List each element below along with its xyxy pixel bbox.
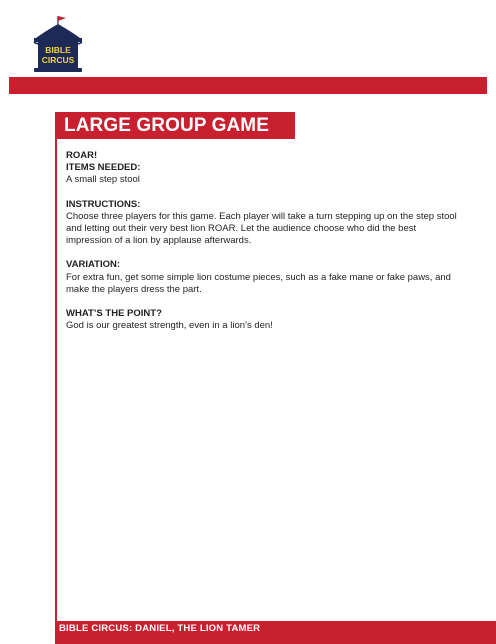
- logo-line-2: CIRCUS: [41, 55, 75, 65]
- game-content: [66, 150, 461, 344]
- game-name: ROAR!: [66, 150, 98, 161]
- section-body: Choose three players for this game. Each player will take a turn stepping up on the step stool and letting out their very best lion ROAR. Let the audience choose who did the best impression of a lion by applause afterwards.: [66, 210, 457, 247]
- section-heading: VARIATION:: [66, 259, 121, 271]
- items-needed-section: [66, 162, 461, 186]
- section-heading: ITEMS NEEDED:: [66, 162, 141, 174]
- section-body: For extra fun, get some simple lion costume pieces, such as a fake mane or fake paws, and make the players dress the part.: [66, 271, 451, 295]
- section-body: A small step stool: [66, 174, 140, 186]
- instructions-section: [66, 199, 461, 248]
- left-margin-rule: [55, 112, 57, 632]
- variation-section: [66, 259, 461, 296]
- point-section: [66, 308, 461, 332]
- bible-circus-logo: [30, 14, 86, 74]
- logo-line-1: BIBLE: [45, 45, 71, 55]
- footer-title: BIBLE CIRCUS: DANIEL, THE LION TAMER: [55, 621, 496, 644]
- top-banner-bar: [9, 77, 487, 94]
- section-heading: INSTRUCTIONS:: [66, 198, 141, 210]
- section-heading: WHAT’S THE POINT?: [66, 308, 162, 320]
- section-title: LARGE GROUP GAME: [55, 112, 295, 139]
- circus-tent-icon: [30, 14, 86, 74]
- section-body: God is our greatest strength, even in a lion’s den!: [66, 320, 273, 332]
